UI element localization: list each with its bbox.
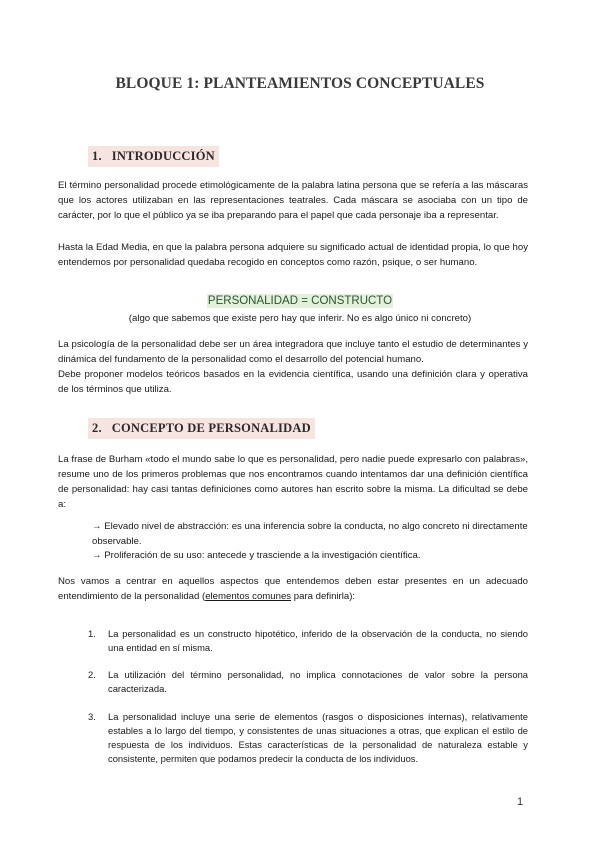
list-item [88,668,528,696]
list-item-text: La utilización del término personalidad, no implica connotaciones de valor sobre la persona caracterizada. [108,669,528,694]
list-item-text: La personalidad incluye una serie de elementos (rasgos o disposiciones internas), relativamente estables a lo largo del tiempo, y consistentes de unas situaciones a otras, que explican el estilo de respuesta de los individuos. Estas características de la personalidad de naturaleza estable y consistente, permiten que podamos predecir la conducta de los individuos. [108,711,528,764]
construct-note: (algo que sabemos que existe pero hay que inferir. No es algo único ni concreto) [128,313,472,324]
list-item [88,710,528,766]
page-title: BLOQUE 1: PLANTEAMIENTOS CONCEPTUALES [115,75,485,92]
construct-highlight-line [0,295,600,307]
common-elements-term: elementos comunes [205,591,292,602]
construct-highlight: PERSONALIDAD = CONSTRUCTO [207,295,393,307]
section-number: 2. [92,421,102,435]
section-title: CONCEPTO DE PERSONALIDAD [111,421,311,435]
section-title: INTRODUCCIÓN [111,149,215,163]
paragraph-history: Hasta la Edad Media, en que la palabra persona adquiere su significado actual de identidad propia, lo que hoy entendemos por personalidad quedaba recogido en conceptos como razón, psique, o ser humano. [58,242,528,268]
list-item [88,627,528,655]
section-heading-concepto [88,418,315,439]
difficulty-item: → Elevado nivel de abstracción: es una inferencia sobre la conducta, no algo concreto ni directamente observable. [92,521,528,547]
paragraph-theoretical-models: Debe proponer modelos teóricos basados en la evidencia científica, usando una definición clara y operativa de los términos que utiliza. [58,369,528,395]
list-item-number: 1. [88,628,96,639]
section-number: 1. [92,149,102,163]
paragraph-etymology: El término personalidad procede etimológicamente de la palabra latina persona que se refería a las máscaras que los actores utilizaban en las representaciones teatrales. Cada máscara se asociaba con un tipo de carácter, por lo que el público ya se iba preparando para el papel que cada personaje iba a representar. [58,180,528,221]
paragraph-common-elements [58,574,528,604]
list-item-text: La personalidad es un constructo hipotético, inferido de la observación de la conducta, no siendo una entidad en sí misma. [108,628,528,653]
section-heading-introduccion [88,146,219,167]
paragraph-integrative: La psicología de la personalidad debe ser un área integradora que incluye tanto el estudio de determinantes y dinámica del fundamento de la personalidad como el desarrollo del potencial humano. [58,339,528,365]
intro-text: Nos vamos a centrar en aquellos aspectos que entendemos deben estar presentes en un adecuado entendimiento de la personalidad ( [58,576,528,602]
intro-text-end: para definirla): [291,591,356,602]
list-item-number: 3. [88,711,96,722]
list-item-number: 2. [88,669,96,680]
difficulty-item: → Proliferación de su uso: antecede y trasciende a la investigación científica. [92,550,421,561]
page-number: 1 [517,796,524,808]
paragraph-burham-quote: La frase de Burham «todo el mundo sabe lo que es personalidad, pero nadie puede expresarlo con palabras», resume uno de los primeros problemas que nos encontramos cuando intentamos dar una definición científica de personalidad: hay casi tantas definiciones como autores han escrito sobre la misma. La dificultad se debe a: [58,454,528,510]
